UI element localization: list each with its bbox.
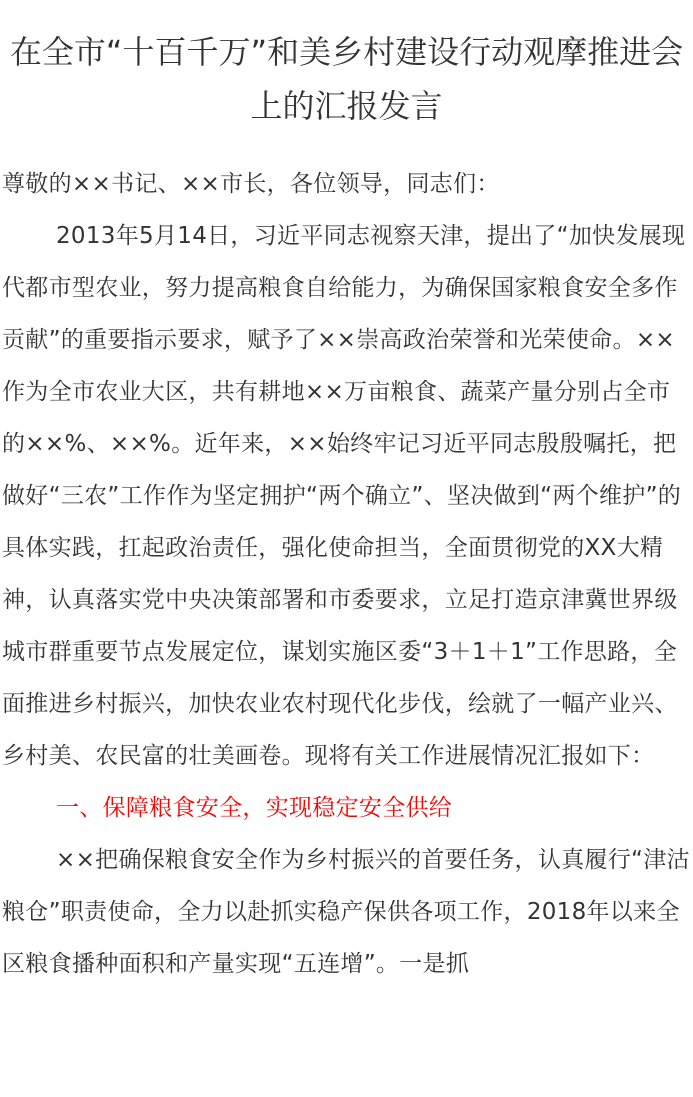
paragraph-intro: 2013年5月14日，习近平同志视察天津，提出了“加快发展现代都市型农业，努力提高粮食自给能力，为确保国家粮食安全多作贡献”的重要指示要求，赋予了××崇高政治荣誉和光荣使命。××作为全市农业大区，共有耕地××万亩粮食、蔬菜产量分别占全市的××%、××%。近年来，××始终牢记习近平同志殷殷嘱托，把做好“三农”工作作为坚定拥护“两个确立”、坚决做到“两个维护”的具体实践，扛起政治责任，强化使命担当，全面贯彻党的XX大精神，认真落实党中央决策部署和市委要求，立足打造京津冀世界级城市群重要节点发展定位，谋划实施区委“3＋1＋1”工作思路，全面推进乡村振兴，加快农业农村现代化步伐，绘就了一幅产业兴、乡村美、农民富的壮美画卷。现将有关工作进展情况汇报如下： [2, 223, 686, 769]
salutation: 尊敬的××书记、××市长，各位领导，同志们： [2, 171, 500, 197]
document-title: 在全市“十百千万”和美乡村建设行动观摩推进会上的汇报发言 [9, 33, 684, 125]
section-heading-1: 一、保障粮食安全，实现稳定安全供给 [56, 795, 453, 821]
document-body [2, 158, 692, 990]
paragraph-grain-security: ××把确保粮食安全作为乡村振兴的首要任务，认真履行“津沽粮仓”职责使命，全力以赴抓实稳产保供各项工作，2018年以来全区粮食播种面积和产量实现“五连增”。一是抓 [2, 847, 690, 977]
